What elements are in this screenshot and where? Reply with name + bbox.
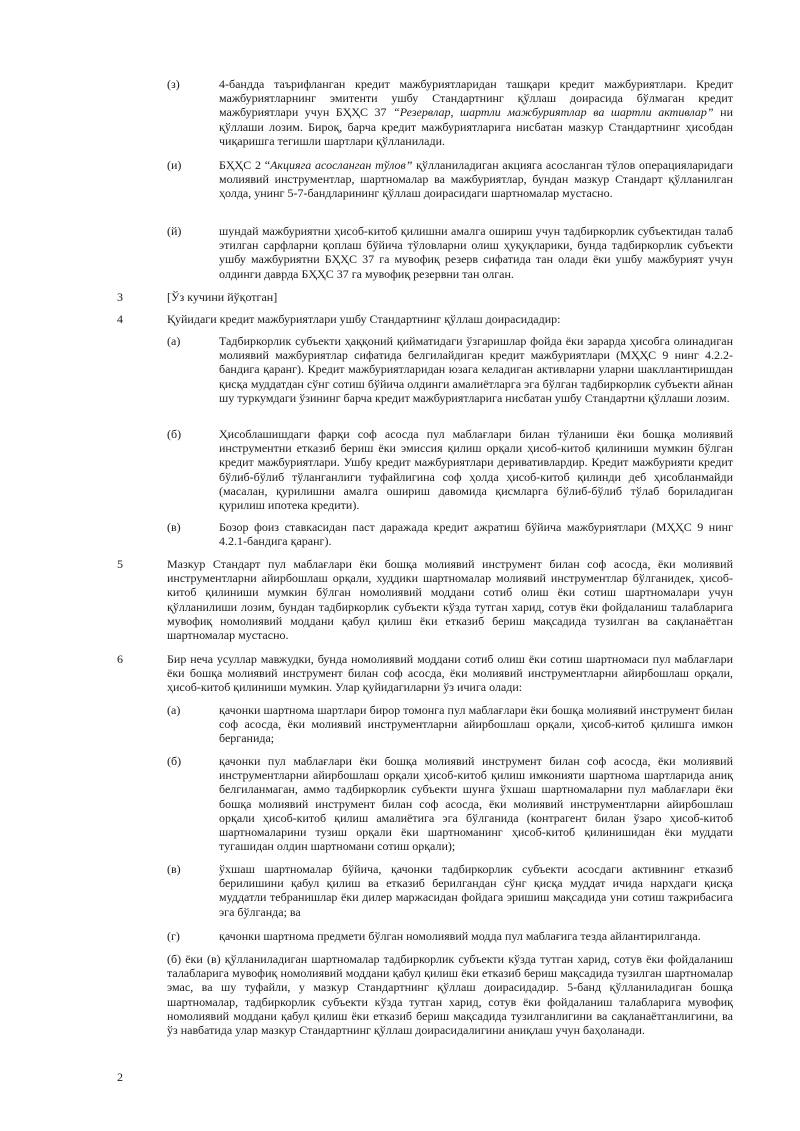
item-label: (б) [167, 754, 182, 768]
item-label: (в) [167, 862, 181, 876]
text-run: 4-бандда таърифланган кредит мажбуриятларидан ташқари кредит мажбуриятлари. Кредит мажбуриятларнинг эмитенти ушбу Стандартнинг қўллаш доирасида бўлмаган кредит мажбуриятлари учун БҲҲС 37 [219, 77, 733, 120]
paragraph-6v: ўхшаш шартномалар бўйича, қачонки тадбиркорлик субъекти асосдаги активнинг етказиб берилишини қабул қилиш ва етказиб берилгандан сўнг қисқа муддат ичида нархдаги қисқа муддатли тебранишлар ёки дилер маржасидан фойдага эришиш мақсадида уни сотиш тажрибасига эга бўлганда; ва [219, 862, 733, 919]
item-label: (й) [167, 224, 182, 238]
item-label: (в) [167, 520, 181, 534]
page-number: 2 [117, 1070, 123, 1084]
paragraph-6a: қачонки шартнома шартлари бирор томонга пул маблағлари ёки бошқа молиявий инструмент билан соф асосда, ёки молиявий инструментларни айирбошлаш орқали, ҳисоб-китоб қилишга имкон берганида; [219, 703, 733, 746]
paragraph-i [219, 158, 733, 201]
item-label: (з) [167, 77, 180, 91]
text-run: БҲҲС 2 “ [219, 158, 271, 172]
paragraph-z [219, 77, 733, 148]
paragraph-y: шундай мажбуриятни ҳисоб-китоб қилишни амалга ошириш учун тадбиркорлик субъектидан талаб этилган сарфларни қоплаш бўйича тўловларни олиш ҳуқуқларики, бунда тадбиркорлик субъекти ушбу мажбуриятни БҲҲС 37 га мувофиқ резерв сифатида тан олади ёки ушбу мажбурият учун олдинги даврда БҲҲС 37 га мувофиқ резервни тан олган. [219, 224, 733, 281]
paragraph-3: [Ўз кучини йўқотган] [167, 290, 278, 304]
item-label: (и) [167, 158, 182, 172]
item-label: (а) [167, 703, 181, 717]
paragraph-6g: қачонки шартнома предмети бўлган номолиявий модда пул маблағига тезда айлантирилганда. [219, 929, 701, 943]
paragraph-4a: Тадбиркорлик субъекти ҳаққоний қийматидаги ўзгаришлар фойда ёки зарарда ҳисобга олинадиган молиявий мажбуриятлар сифатида белгилайдиган кредит мажбуриятлари (МҲҲС 9 нинг 4.2.2-бандига қаранг). Кредит мажбуриятларидан юзага келадиган активларни уларни шакллантиришдан қисқа муддатдан сўнг сотиш бўйича олдинги амалиётларга эга бўлган тадбиркорлик субъекти айнан шу туркумдаги ўзининг барча кредит мажбуриятларига нисбатан ушбу Стандартни қўллаши лозим. [219, 334, 733, 405]
paragraph-6: Бир неча усуллар мавжудки, бунда номолиявий моддани сотиб олиш ёки сотиш шартномаси пул маблағлари ёки бошқа молиявий инструмент билан соф асосда, ёки молиявий инструментларни айирбошлаш орқали, ҳисоб-китоб қилиниши мумкин. Улар қуйидагиларни ўз ичига олади: [167, 652, 733, 695]
text-run: ни қўллаши лозим. Бироқ, барча кредит мажбуриятларига нисбатан мазкур Стандартнинг ҳисобдан чиқаришга тегишли шартлари қўлланилади. [219, 105, 733, 148]
paragraph-number: 3 [117, 290, 123, 304]
italic-title: “Резервлар, шартли мажбуриятлар ва шартли активлар” [393, 105, 714, 120]
paragraph-4: Қуйидаги кредит мажбуриятлари ушбу Стандартнинг қўллаш доирасидадир: [167, 312, 561, 326]
text-run: қўлланиладиган акцияга асосланган тўлов операцияларидаги молиявий инструментлар, шартномалар ва мажбуриятлар, бундан мазкур Стандарт қўлланилган ҳолда, унинг 5-7-бандларининг қўллаш доирасидаги шартномалар мустасно. [219, 158, 733, 201]
paragraph-4b: Ҳисоблашишдаги фарқи соф асосда пул маблағлари билан тўланиши ёки бошқа молиявий инструментни етказиб бериш ёки эмиссия қилиш орқали ҳисоб-китоб қилиниши мумкин бўлган кредит мажбуриятлари. Ушбу кредит мажбуриятлари деривативлардир. Кредит мажбурияти кредит бўлиб-бўлиб тўланганлиги туфайлигина соф ҳолда ҳисоб-китоб қилинди деб ҳисобланмайди (масалан, қурилишни амалга ошириш давомида қисмларга бўлиб-бўлиб тўлаб бориладиган қурилиш ипотека кредити). [219, 427, 733, 513]
paragraph-5: Мазкур Стандарт пул маблағлари ёки бошқа молиявий инструмент билан соф асосда, ёки молиявий инструментларни айирбошлаш орқали, худдики шартномалар молиявий инструментлар бўлганидек, ҳисоб-китоб қилиниши мумкин бўлган номолиявий моддани сотиб олиш ёки сотиш шартномалари учун қўлланилиши лозим, бундан тадбиркорлик субъекти кўзда тутган харид, сотув ёки фойдаланиш талабларига мувофиқ номолиявий моддани қабул қилиш ёки етказиб бериш мақсадида тузилган ва сақланаётган шартномалар мустасно. [167, 557, 733, 643]
item-label: (б) [167, 427, 182, 441]
item-label: (г) [167, 929, 180, 943]
paragraph-number: 6 [117, 652, 123, 666]
paragraph-4v: Бозор фоиз ставкасидан паст даражада кредит ажратиш бўйича мажбуриятлари (МҲҲС 9 нинг 4.2.1-бандига қаранг). [219, 520, 733, 549]
italic-title: Акцияга асосланган тўлов” [270, 158, 413, 172]
item-label: (а) [167, 334, 181, 348]
paragraph-number: 4 [117, 312, 123, 326]
paragraph-6b: қачонки пул маблағлари ёки бошқа молиявий инструмент билан соф асосда, ёки молиявий инструментларни айирбошлаш орқали ҳисоб-китоб қилиш имконияти шартнома шартларида аниқ белгиланмаган, аммо тадбиркорлик субъекти шунга ўхшаш шартномаларни пул маблағлари ёки бошқа молиявий инструмент билан соф асосда, ёки молиявий инструментларни айирбошлаш орқали ҳисоб-китоб қилиш амалиётига эга бўлганида (контрагент билан ўзаро ҳисоб-китоб шартномаларини тузиш орқали ёки шартноманинг ҳисоб-китоб қилинишидан ёки муддати тугашидан олдин шартномани сотиш орқали); [219, 754, 733, 854]
paragraph-6-conclusion: (б) ёки (в) қўлланиладиган шартномалар тадбиркорлик субъекти кўзда тутган харид, сотув ёки фойдаланиш талабларига мувофиқ номолиявий моддани қабул қилиш ёки етказиб бериш мақсадида тузилган шартномалар эмас, ва шу туфайли, у мазкур Стандартнинг қўллаш доирасидадир. 5-банд қўлланиладиган бошқа шартномалар, тадбиркорлик субъекти кўзда тутган харид, сотув ёки фойдаланиш талабларига мувофиқ номолиявий моддани қабул қилиш ёки етказиб бериш мақсадида тузилганлигини ва сақланаётганлигини, ва ўз навбатида улар мазкур Стандартнинг қўллаш доирасидалигини аниқлаш учун баҳоланади. [167, 952, 733, 1038]
paragraph-number: 5 [117, 557, 123, 571]
